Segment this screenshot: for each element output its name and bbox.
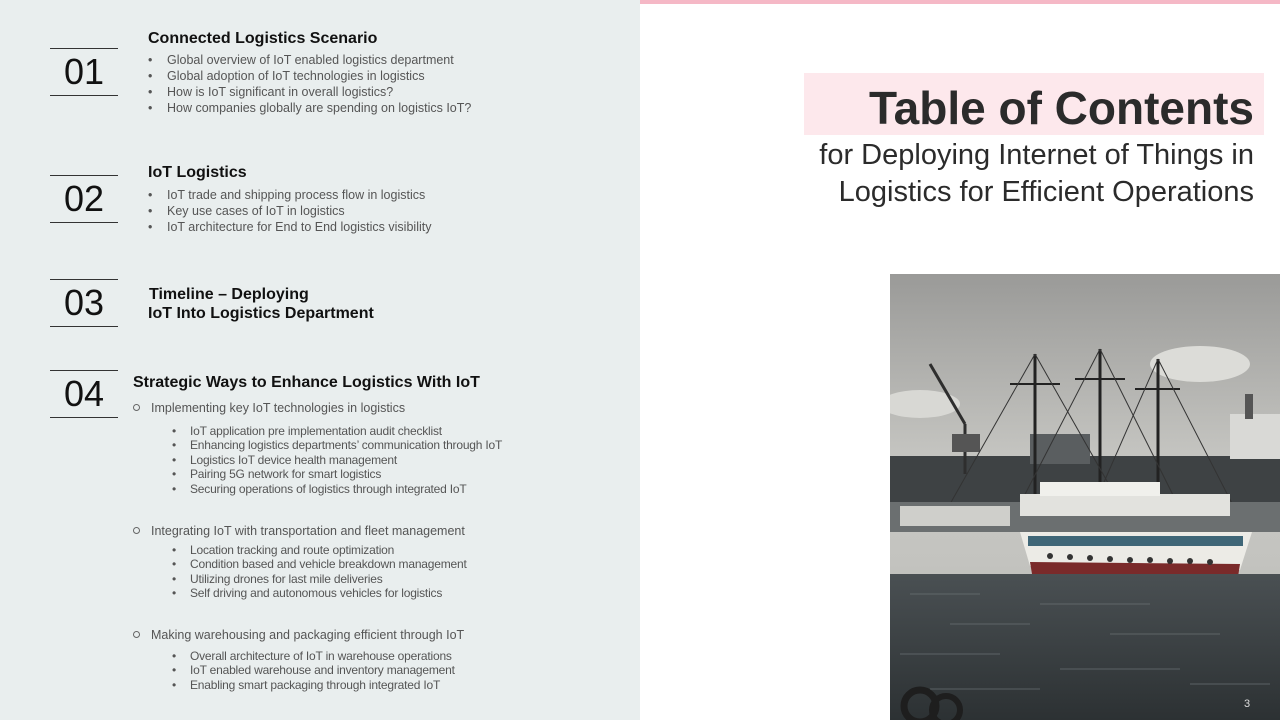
list-item: • Securing operations of logistics through integrated IoT: [172, 482, 502, 496]
circle-bullet-icon: [133, 404, 140, 411]
page-subtitle-line2: Logistics for Efficient Operations: [838, 176, 1254, 208]
section-title-01: Connected Logistics Scenario: [148, 30, 378, 47]
list-item: • Global overview of IoT enabled logistics department: [148, 52, 471, 68]
list-item: • Logistics IoT device health management: [172, 453, 502, 467]
section-title-02: IoT Logistics: [148, 164, 247, 181]
list-item: • Overall architecture of IoT in warehouse operations: [172, 649, 455, 663]
list-item: • Global adoption of IoT technologies in logistics: [148, 68, 471, 84]
page-subtitle-line1: for Deploying Internet of Things in: [819, 139, 1254, 171]
subsection-heading-text: Making warehousing and packaging efficient through IoT: [151, 628, 465, 642]
section-number-03: 03: [50, 279, 118, 327]
subsection-heading-text: Integrating IoT with transportation and fleet management: [151, 524, 465, 538]
list-item: • IoT enabled warehouse and inventory management: [172, 663, 455, 677]
list-item: • Location tracking and route optimization: [172, 543, 467, 557]
list-item: • Key use cases of IoT in logistics: [148, 203, 431, 219]
subsection-list-1: [172, 424, 502, 496]
subsection-heading-3: [133, 627, 464, 643]
section-number-04: 04: [50, 370, 118, 418]
circle-bullet-icon: [133, 527, 140, 534]
section-title-03-line1: Timeline – Deploying: [149, 286, 309, 303]
list-item: • Pairing 5G network for smart logistics: [172, 467, 502, 481]
list-item: • Self driving and autonomous vehicles for logistics: [172, 586, 467, 600]
section-bullets-01: [148, 52, 471, 116]
page-number: 3: [1244, 698, 1251, 710]
subsection-heading-text: Implementing key IoT technologies in logistics: [151, 401, 406, 415]
section-bullets-02: [148, 187, 431, 235]
section-number-01: 01: [50, 48, 118, 96]
subsection-heading-1: [133, 400, 405, 416]
section-number-02: 02: [50, 175, 118, 223]
list-item: • Enhancing logistics departments’ communication through IoT: [172, 438, 502, 452]
list-item: • IoT application pre implementation audit checklist: [172, 424, 502, 438]
list-item: • How is IoT significant in overall logistics?: [148, 84, 471, 100]
top-accent-bar: [640, 0, 1280, 4]
page-subtitle: [819, 137, 1254, 211]
subsection-list-2: [172, 543, 467, 601]
subsection-heading-2: [133, 523, 465, 539]
list-item: • Enabling smart packaging through integrated IoT: [172, 678, 455, 692]
list-item: • How companies globally are spending on logistics IoT?: [148, 100, 471, 116]
list-item: • IoT trade and shipping process flow in logistics: [148, 187, 431, 203]
section-title-03: [148, 285, 374, 323]
page-title: Table of Contents: [868, 82, 1254, 134]
subsection-list-3: [172, 649, 455, 692]
harbor-ships-photo: [890, 274, 1280, 720]
list-item: • Condition based and vehicle breakdown management: [172, 557, 467, 571]
circle-bullet-icon: [133, 631, 140, 638]
list-item: • IoT architecture for End to End logistics visibility: [148, 219, 431, 235]
section-title-04: Strategic Ways to Enhance Logistics With IoT: [133, 374, 480, 391]
list-item: • Utilizing drones for last mile deliveries: [172, 572, 467, 586]
section-title-03-line2: IoT Into Logistics Department: [148, 305, 374, 322]
